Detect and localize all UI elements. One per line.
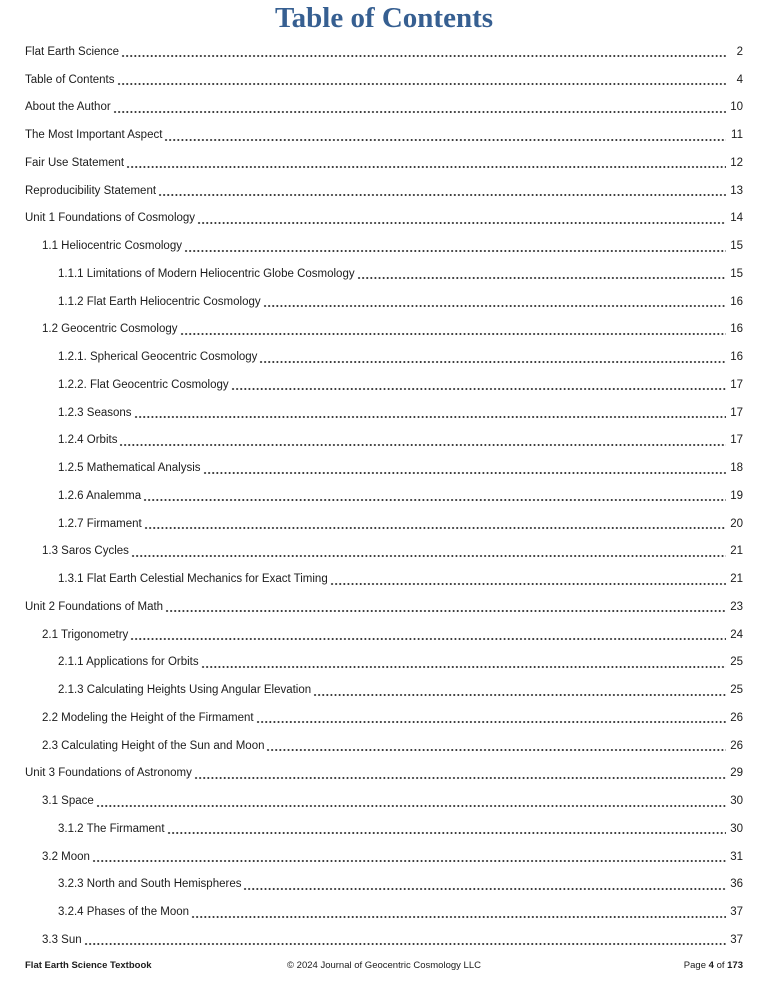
toc-entry[interactable] bbox=[25, 843, 743, 871]
toc-entry[interactable] bbox=[25, 593, 743, 621]
toc-entry-page: 18 bbox=[730, 462, 743, 475]
toc-entry[interactable] bbox=[25, 427, 743, 455]
toc-entry-label: Unit 1 Foundations of Cosmology bbox=[25, 212, 196, 225]
toc-leader-dots bbox=[191, 898, 726, 926]
toc-leader-dots bbox=[164, 121, 726, 149]
toc-entry-page: 37 bbox=[730, 933, 743, 946]
toc-entry-label: 2.1.3 Calculating Heights Using Angular Elevation bbox=[58, 684, 312, 697]
toc-entry[interactable] bbox=[25, 288, 743, 316]
toc-entry[interactable] bbox=[25, 871, 743, 899]
toc-leader-dots bbox=[126, 149, 726, 177]
toc-entry[interactable] bbox=[25, 926, 743, 954]
toc-entry[interactable] bbox=[25, 94, 743, 122]
toc-entry[interactable] bbox=[25, 149, 743, 177]
toc-entry-label: 1.2.6 Analemma bbox=[58, 489, 142, 502]
toc-leader-dots bbox=[130, 621, 726, 649]
toc-entry-page: 17 bbox=[730, 378, 743, 391]
toc-entry[interactable] bbox=[25, 649, 743, 677]
toc-entry-label: 3.1 Space bbox=[42, 795, 94, 808]
toc-entry[interactable] bbox=[25, 121, 743, 149]
toc-leader-dots bbox=[266, 732, 726, 760]
toc-leader-dots bbox=[203, 454, 726, 482]
toc-entry[interactable] bbox=[25, 66, 743, 94]
toc-entry-label: 3.2.3 North and South Hemispheres bbox=[58, 878, 242, 891]
toc-entry-page: 21 bbox=[730, 545, 743, 558]
toc-entry[interactable] bbox=[25, 343, 743, 371]
toc-entry-label: The Most Important Aspect bbox=[25, 129, 163, 142]
toc-entry[interactable] bbox=[25, 38, 743, 66]
toc-leader-dots bbox=[84, 926, 726, 954]
toc-entry-label: Reproducibility Statement bbox=[25, 184, 157, 197]
toc-entry-label: 1.1.1 Limitations of Modern Heliocentric Globe Cosmology bbox=[58, 267, 355, 280]
toc-entry[interactable] bbox=[25, 482, 743, 510]
toc-entry[interactable] bbox=[25, 676, 743, 704]
toc-leader-dots bbox=[197, 205, 726, 233]
toc-entry-label: Flat Earth Science bbox=[25, 45, 119, 58]
toc-entry-label: 1.2.3 Seasons bbox=[58, 406, 132, 419]
toc-leader-dots bbox=[134, 399, 726, 427]
toc-leader-dots bbox=[243, 871, 726, 899]
toc-leader-dots bbox=[194, 760, 726, 788]
toc-entry-label: 1.2.1. Spherical Geocentric Cosmology bbox=[58, 351, 258, 364]
toc-entry-page: 4 bbox=[736, 73, 743, 86]
toc-entry-label: 3.3 Sun bbox=[42, 933, 82, 946]
toc-entry[interactable] bbox=[25, 621, 743, 649]
toc-entry-page: 10 bbox=[730, 101, 743, 114]
toc-leader-dots bbox=[180, 316, 726, 344]
toc-leader-dots bbox=[357, 260, 726, 288]
toc-leader-dots bbox=[330, 565, 726, 593]
footer-page-indicator bbox=[684, 960, 743, 971]
toc-entry-page: 24 bbox=[730, 628, 743, 641]
toc-entry-page: 17 bbox=[730, 406, 743, 419]
toc-entry-label: Fair Use Statement bbox=[25, 156, 125, 169]
toc-entry-page: 13 bbox=[730, 184, 743, 197]
footer-copyright: © 2024 Journal of Geocentric Cosmology LLC bbox=[287, 960, 481, 971]
toc-leader-dots bbox=[167, 815, 726, 843]
toc-entry[interactable] bbox=[25, 205, 743, 233]
toc-entry-page: 30 bbox=[730, 795, 743, 808]
toc-entry-page: 25 bbox=[730, 684, 743, 697]
toc-leader-dots bbox=[92, 843, 726, 871]
toc-leader-dots bbox=[313, 676, 726, 704]
toc-entry[interactable] bbox=[25, 260, 743, 288]
toc-leader-dots bbox=[143, 482, 726, 510]
toc-entry-page: 25 bbox=[730, 656, 743, 669]
toc-entry[interactable] bbox=[25, 898, 743, 926]
toc-entry-label: 2.1.1 Applications for Orbits bbox=[58, 656, 199, 669]
toc-entry-label: 1.3 Saros Cycles bbox=[42, 545, 129, 558]
toc-entry-page: 30 bbox=[730, 822, 743, 835]
toc-entry-label: 2.2 Modeling the Height of the Firmament bbox=[42, 711, 254, 724]
toc-leader-dots bbox=[231, 371, 726, 399]
toc-leader-dots bbox=[119, 427, 726, 455]
toc-entry-page: 21 bbox=[730, 573, 743, 586]
toc-entry-page: 19 bbox=[730, 489, 743, 502]
toc-entry[interactable] bbox=[25, 399, 743, 427]
toc-entry-label: 1.2 Geocentric Cosmology bbox=[42, 323, 178, 336]
toc-entry-label: 1.1 Heliocentric Cosmology bbox=[42, 240, 182, 253]
toc-entry-label: 1.3.1 Flat Earth Celestial Mechanics for Exact Timing bbox=[58, 573, 328, 586]
toc-entry-label: 1.1.2 Flat Earth Heliocentric Cosmology bbox=[58, 295, 261, 308]
toc-entry-label: 3.2 Moon bbox=[42, 850, 90, 863]
toc-entry-page: 29 bbox=[730, 767, 743, 780]
toc-leader-dots bbox=[256, 704, 726, 732]
toc-entry[interactable] bbox=[25, 815, 743, 843]
toc-leader-dots bbox=[259, 343, 726, 371]
toc-entry[interactable] bbox=[25, 232, 743, 260]
toc-entry-page: 14 bbox=[730, 212, 743, 225]
toc-entry-label: 3.2.4 Phases of the Moon bbox=[58, 906, 190, 919]
footer-page-current: 4 bbox=[708, 960, 714, 971]
toc-leader-dots bbox=[184, 232, 726, 260]
toc-entry-label: 2.3 Calculating Height of the Sun and Moon bbox=[42, 739, 265, 752]
toc-entry[interactable] bbox=[25, 371, 743, 399]
toc-entry-page: 31 bbox=[730, 850, 743, 863]
toc-entry-page: 17 bbox=[730, 434, 743, 447]
toc-leader-dots bbox=[144, 510, 726, 538]
toc-entry-label: 1.2.5 Mathematical Analysis bbox=[58, 462, 201, 475]
toc-list bbox=[25, 38, 743, 954]
toc-entry[interactable] bbox=[25, 760, 743, 788]
toc-entry[interactable] bbox=[25, 316, 743, 344]
toc-entry-page: 26 bbox=[730, 711, 743, 724]
toc-entry-label: Unit 2 Foundations of Math bbox=[25, 600, 164, 613]
toc-entry-label: 1.2.7 Firmament bbox=[58, 517, 142, 530]
toc-leader-dots bbox=[131, 538, 726, 566]
toc-leader-dots bbox=[165, 593, 726, 621]
toc-leader-dots bbox=[158, 177, 726, 205]
footer-book-title: Flat Earth Science Textbook bbox=[25, 960, 152, 971]
toc-entry[interactable] bbox=[25, 177, 743, 205]
toc-entry[interactable] bbox=[25, 565, 743, 593]
toc-entry-label: 1.2.2. Flat Geocentric Cosmology bbox=[58, 378, 229, 391]
toc-entry-page: 15 bbox=[730, 267, 743, 280]
toc-leader-dots bbox=[117, 66, 726, 94]
toc-entry-label: 2.1 Trigonometry bbox=[42, 628, 129, 641]
toc-entry[interactable] bbox=[25, 732, 743, 760]
toc-entry-page: 16 bbox=[730, 351, 743, 364]
toc-leader-dots bbox=[201, 649, 726, 677]
toc-entry[interactable] bbox=[25, 510, 743, 538]
toc-leader-dots bbox=[113, 94, 726, 122]
page-title: Table of Contents bbox=[274, 2, 494, 34]
toc-entry-label: Unit 3 Foundations of Astronomy bbox=[25, 767, 192, 780]
toc-entry[interactable] bbox=[25, 454, 743, 482]
toc-entry-page: 2 bbox=[736, 45, 743, 58]
footer-page-total: 173 bbox=[727, 960, 743, 971]
toc-entry-label: About the Author bbox=[25, 101, 111, 114]
toc-leader-dots bbox=[263, 288, 726, 316]
footer-of-word: of bbox=[716, 960, 725, 971]
toc-entry-label: 3.1.2 The Firmament bbox=[58, 822, 165, 835]
toc-entry-page: 36 bbox=[730, 878, 743, 891]
toc-entry[interactable] bbox=[25, 787, 743, 815]
toc-entry-page: 11 bbox=[731, 129, 743, 142]
toc-entry-page: 12 bbox=[730, 156, 743, 169]
toc-entry-page: 26 bbox=[730, 739, 743, 752]
toc-leader-dots bbox=[121, 38, 726, 66]
toc-leader-dots bbox=[96, 787, 726, 815]
toc-entry-page: 16 bbox=[730, 323, 743, 336]
toc-entry-page: 15 bbox=[730, 240, 743, 253]
toc-entry[interactable] bbox=[25, 704, 743, 732]
toc-entry-page: 16 bbox=[730, 295, 743, 308]
footer-page-word: Page bbox=[683, 960, 706, 971]
toc-entry-page: 37 bbox=[730, 906, 743, 919]
toc-entry[interactable] bbox=[25, 538, 743, 566]
toc-entry-page: 23 bbox=[730, 600, 743, 613]
toc-entry-page: 20 bbox=[730, 517, 743, 530]
toc-entry-label: Table of Contents bbox=[25, 73, 115, 86]
toc-entry-label: 1.2.4 Orbits bbox=[58, 434, 118, 447]
footer bbox=[25, 960, 743, 976]
